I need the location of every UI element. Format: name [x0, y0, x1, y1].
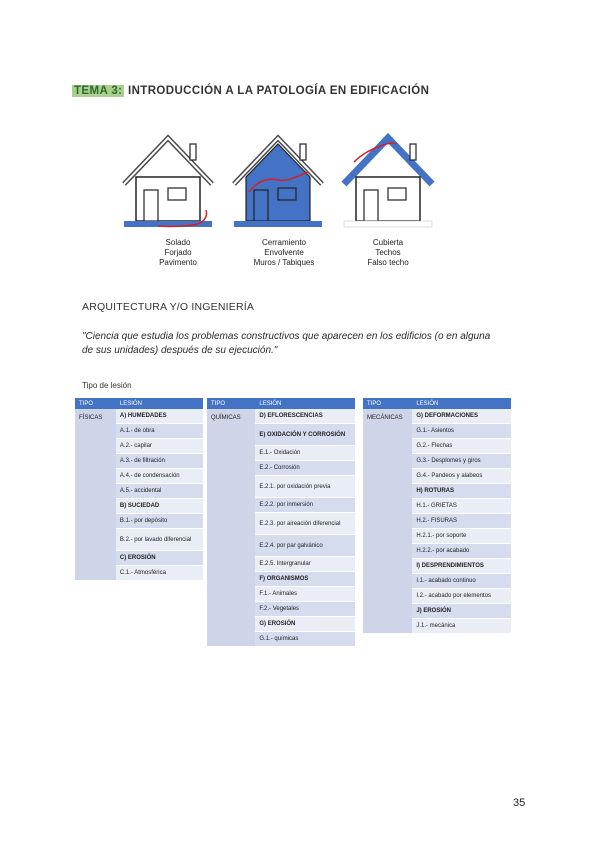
lesion-table-fisicas: [75, 398, 203, 581]
table-row: [363, 409, 511, 424]
lesion-cell: C.1.- Atmosférica: [116, 566, 203, 581]
lesion-cell: G) EROSIÓN: [255, 617, 355, 632]
lesion-cell: D) EFLORESCENCIAS: [255, 409, 355, 424]
lesion-cell: I.2.- acabado por elementos: [412, 589, 511, 604]
lesion-cell: I) DESPRENDIMIENTOS: [412, 559, 511, 574]
lesion-cell: G.3.- Desplomes y giros: [412, 454, 511, 469]
lesion-cell: E.1.- Oxidación: [255, 446, 355, 461]
house-caption-1: [128, 238, 228, 268]
lesion-cell: G.4.- Pandeos y alabeos: [412, 469, 511, 484]
house-walls-icon: [234, 138, 322, 227]
lesion-cell: A) HUMEDADES: [116, 409, 203, 424]
lesion-cell: A.5.- accidental: [116, 484, 203, 499]
caption-line: Falso techo: [367, 258, 409, 267]
lesion-cell: G) DEFORMACIONES: [412, 409, 511, 424]
lesion-cell: J) EROSIÓN: [412, 604, 511, 619]
tipo-cell: MECÁNICAS: [363, 409, 412, 634]
caption-line: Cubierta: [372, 238, 404, 247]
house-caption-2: [234, 238, 334, 268]
section-heading: ARQUITECTURA Y/O INGENIERÍA: [82, 301, 255, 313]
lesion-cell: F.2.- Vegetales: [255, 602, 355, 617]
lesion-cell: H.2.- FISURAS: [412, 514, 511, 529]
lesion-cell: A.4.- de condensación: [116, 469, 203, 484]
caption-line: Techos: [375, 248, 401, 257]
lesion-cell: B.2.- por lavado diferencial: [116, 529, 203, 551]
tipo-label: Tipo de lesión: [82, 381, 132, 390]
lesion-cell: B) SUCIEDAD: [116, 499, 203, 514]
table-header-cell: TIPO: [207, 398, 255, 409]
houses-illustration: [118, 132, 448, 232]
table-header-cell: LESIÓN: [255, 398, 355, 409]
lesion-cell: H.2.2.- por acabado: [412, 544, 511, 559]
caption-line: Cerramiento: [261, 238, 306, 247]
lesion-cell: H) ROTURAS: [412, 484, 511, 499]
lesion-table-mecanicas: [363, 398, 511, 634]
caption-line: Envolvente: [264, 248, 304, 257]
lesion-cell: E.2.1. por oxidación previa: [255, 476, 355, 498]
lesion-cell: E.2.4. por par galvánico: [255, 535, 355, 557]
house-floor-icon: [124, 138, 212, 227]
page-number: 35: [513, 797, 526, 809]
table-header-cell: LESIÓN: [412, 398, 511, 409]
lesion-cell: F) ORGANISMOS: [255, 572, 355, 587]
table-row: [207, 409, 355, 424]
lesion-cell: J.1.- mecánica: [412, 619, 511, 634]
lesion-cell: E.2.5. Intergranular: [255, 557, 355, 572]
lesion-cell: C) EROSIÓN: [116, 551, 203, 566]
caption-line: Forjado: [164, 248, 192, 257]
caption-line: Muros / Tabiques: [253, 258, 315, 267]
lesion-cell: E.2.- Corrosión: [255, 461, 355, 476]
caption-line: Pavimento: [159, 258, 197, 267]
lesion-cell: A.2.- capilar: [116, 439, 203, 454]
lesion-cell: H.1.- GRIETAS: [412, 499, 511, 514]
lesion-cell: G.1.- Asientos: [412, 424, 511, 439]
definition-quote: "Ciencia que estudia los problemas constructivos que aparecen en los edificios (o en alguna de sus unidades) después de su ejecución.": [82, 331, 491, 356]
lesion-cell: E.2.2. por inmersión: [255, 498, 355, 513]
house-roof-icon: [344, 138, 432, 227]
lesion-cell: B.1.- por depósito: [116, 514, 203, 529]
caption-line: Solado: [165, 238, 191, 247]
tipo-cell: QUÍMICAS: [207, 409, 255, 647]
lesion-cell: G.1.- químicas: [255, 632, 355, 647]
house-caption-3: [338, 238, 438, 268]
table-header-cell: TIPO: [363, 398, 412, 409]
lesion-cell: A.1.- de obra: [116, 424, 203, 439]
tipo-cell: FÍSICAS: [75, 409, 116, 581]
table-header-cell: TIPO: [75, 398, 116, 409]
table-row: [75, 409, 203, 424]
lesion-cell: E.2.3. por aireación diferencial: [255, 513, 355, 535]
lesion-table-quimicas: [207, 398, 355, 647]
lesion-cell: F.1.- Animales: [255, 587, 355, 602]
table-header-cell: LESIÓN: [116, 398, 203, 409]
page-title: [72, 85, 429, 97]
lesion-cell: I.1.- acabado continuo: [412, 574, 511, 589]
tema-title: INTRODUCCIÓN A LA PATOLOGÍA EN EDIFICACIÓN: [127, 85, 430, 97]
lesion-cell: E) OXIDACIÓN Y CORROSIÓN: [255, 424, 355, 446]
lesion-cell: G.2.- Flechas: [412, 439, 511, 454]
tema-tag: TEMA 3:: [74, 85, 123, 97]
lesion-cell: A.3.- de filtración: [116, 454, 203, 469]
lesion-cell: H.2.1.- por soporte: [412, 529, 511, 544]
